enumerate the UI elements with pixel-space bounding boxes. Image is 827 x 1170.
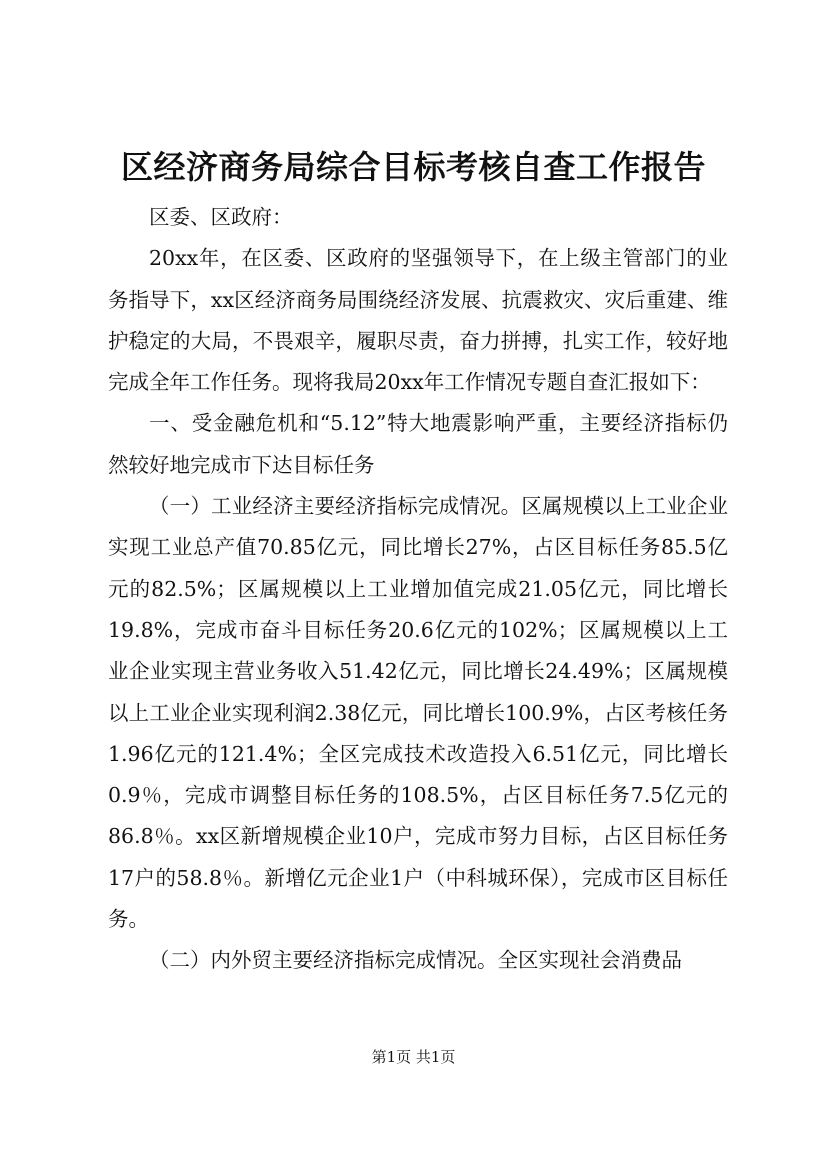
paragraph-intro: 20xx年，在区委、区政府的坚强领导下，在上级主管部门的业务指导下，xx区经济商务局围绕经济发展、抗震救灾、灾后重建、维护稳定的大局，不畏艰辛，履职尽责，奋力拼搏，扎实工作，较好地完成全年工作任务。现将我局20xx年工作情况专题自查汇报如下： — [108, 246, 728, 395]
paragraph-section-heading: 一、受金融危机和“5.12”特大地震影响严重，主要经济指标仍然较好地完成市下达目标任务 — [108, 411, 728, 477]
paragraph-trade: （二）内外贸主要经济指标完成情况。全区实现社会消费品 — [149, 948, 682, 973]
document-body — [108, 197, 728, 982]
page-footer: 第1页 共1页 — [371, 1048, 456, 1066]
document-title: 区经济商务局综合目标考核自查工作报告 — [120, 148, 706, 186]
paragraph-industrial-economy: （一）工业经济主要经济指标完成情况。区属规模以上工业企业实现工业总产值70.85亿元，同比增长27%，占区目标任务85.5亿元的82.5%；区属规模以上工业增加值完成21.05亿元，同比增长19.8%，完成市奋斗目标任务20.6亿元的102%；区属规模以上工业企业实现主营业务收入51.42亿元，同比增长24.49%；区属规模以上工业企业实现利润2.38亿元，同比增长100.9%，占区考核任务1.96亿元的121.4%；全区完成技术改造投入6.51亿元，同比增长0.9％，完成市调整目标任务的108.5%，占区目标任务7.5亿元的86.8％。xx区新增规模企业10户，完成市努力目标，占区目标任务17户的58.8％。新增亿元企业1户（中科城环保），完成市区目标任务。 — [108, 494, 728, 932]
salutation: 区委、区政府： — [149, 205, 293, 229]
